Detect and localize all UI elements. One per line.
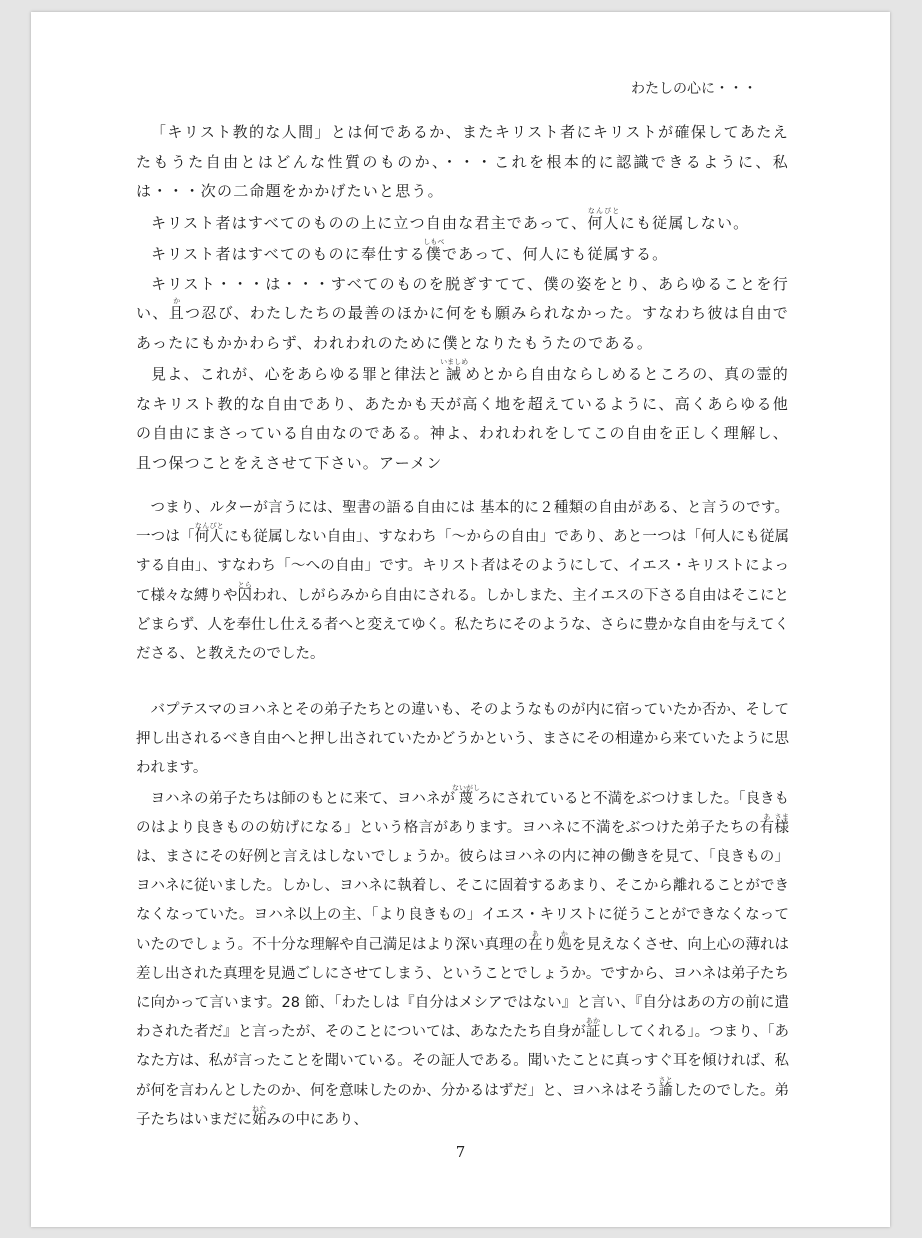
text-span: 見よ、これが、心をあらゆる罪と律法と — [151, 365, 444, 383]
text-span: キリスト・・・は・・・すべてのものを脱ぎすてて、僕の姿をとり、あらゆることを行い、 — [136, 274, 789, 322]
text-span: みの中にあり、 — [266, 1111, 368, 1128]
ruby-base: 囚 — [237, 587, 253, 604]
quoted-passage — [136, 118, 789, 478]
text-span: つ忍び、わたしたちの最善のほかに何をも願みられなかった。すなわち彼は自由であったにもかかわらず、われわれのために僕となりたもうたのである。 — [136, 304, 789, 352]
text-span: であって、何人にも従属する。 — [442, 245, 669, 263]
ruby-base: 僕 — [423, 245, 445, 263]
ruby-word — [528, 929, 543, 953]
ruby-reading: ないがし — [451, 783, 480, 792]
document-page — [31, 12, 890, 1227]
paragraph — [136, 238, 789, 270]
ruby-reading: さと — [658, 1075, 673, 1084]
ruby-reading: さま — [774, 812, 790, 821]
text-span: したのでした。弟子たちはいまだに — [136, 1082, 790, 1128]
ruby-reading: とら — [237, 580, 253, 589]
ruby-word — [237, 580, 253, 604]
text-span: キリスト者はすべてのものに奉仕する — [151, 245, 426, 263]
ruby-base: 蔑 — [451, 790, 480, 807]
ruby-word — [451, 783, 480, 807]
running-header: わたしの心に・・・ — [631, 81, 757, 97]
ruby-reading: あ — [528, 929, 543, 938]
ruby-reading: なんぴと — [194, 522, 224, 531]
ruby-reading: あ — [759, 812, 775, 821]
text-span: ヨハネの弟子たちは師のもとに来て、ヨハネが — [150, 790, 455, 807]
ruby-base: 何人 — [587, 213, 620, 232]
text-span: つまり、ルターが言うには、聖書の語る自由には 基本的に２種類の自由がある、と言うのです。一つは「 — [136, 500, 789, 546]
ruby-word — [168, 297, 186, 322]
text-span: は、まさにその好例と言えはしないでしょうか。彼らはヨハネの内に神の働きを見て、「良きもの」ヨハネに従いました。しかし、ヨハネに執着し、そこに固着するあまり、そこから離れることができなくなっていた。ヨハネ以上の主、「より良きもの」イエス・キリストに従うことができなくなっていたのでしょう。不十分な理解や自己満足はより深い真理の — [136, 849, 789, 953]
ruby-word — [759, 812, 775, 836]
ruby-word — [440, 358, 469, 383]
ruby-base: 誡 — [440, 365, 469, 383]
paragraph: 「キリスト教的な人間」とは何であるか、またキリスト者にキリストが確保してあたえたもうた自由とはどんな性質のものか、・・・これを根本的に認識できるように、私は・・・次の二命題をかかげたいと思う。 — [136, 123, 789, 200]
ruby-word — [557, 929, 572, 953]
ruby-word — [585, 1017, 601, 1041]
text-span: り — [542, 936, 558, 953]
ruby-base: 有 — [759, 819, 775, 836]
ruby-word — [587, 206, 620, 232]
text-span: を見えなくさせ、向上心の薄れは差し出された真理を見過ごしにさせてしまう、ということでしょうか。ですから、ヨハネは弟子たちに向かって言います。28 節、「わたしは『自分はメシアではない』と言い、『自分はあの方の前に遣わされた者だ』と言ったが、そのことについては、あなたたち自身が — [136, 936, 790, 1041]
ruby-word — [774, 812, 790, 836]
ruby-reading: か — [557, 929, 572, 938]
text-span: にも従属しない自由」、すなわち「〜からの自由」であり、あと一つは「何人にも従属する自由」、すなわち「〜への自由」です。キリスト者はそのようにして、イエス・キリストによって様々な縛りや — [136, 529, 790, 604]
paragraph — [136, 494, 789, 669]
ruby-base: 在 — [528, 936, 543, 953]
ruby-base: 何人 — [194, 529, 225, 546]
text-span: ろにされていると不満をぶつけました。「良きものはより良きものの妨げになる」という格言があります。ヨハネに不満をぶつけた弟子たちの — [136, 790, 789, 836]
ruby-reading: しもべ — [423, 238, 445, 246]
body-paragraph-luther — [136, 494, 789, 669]
paragraph — [136, 784, 789, 1135]
ruby-base: 妬 — [252, 1111, 267, 1128]
ruby-reading: なんぴと — [587, 206, 620, 215]
ruby-reading: か — [168, 297, 185, 305]
ruby-base: 様 — [774, 819, 790, 836]
text-span: キリスト者はすべてのものの上に立つ自由な君主であって、 — [151, 213, 588, 232]
body-paragraph-john — [136, 696, 789, 1135]
text-span: めとから自由ならしめるところの、真の霊的なキリスト教的な自由であり、あたかも天が高く地を超えているように、高くあらゆる他の自由にまさっている自由なのである。神よ、われわれをしてこの自由を正しく理解し、且つ保つことをえさせて下さい。アーメン — [136, 365, 789, 472]
ruby-reading: あか — [585, 1017, 601, 1026]
paragraph — [136, 358, 789, 478]
text-span: ししてくれる」。つまり、「あなた方は、私が言ったことを聞いている。その証人である。聞いたことに真っすぐ耳を傾ければ、私が何を言わんとしたのか、何を意味したのか、分かるはずだ」と、ヨハネはそう — [136, 1024, 790, 1099]
paragraph: バプテスマのヨハネとその弟子たちとの違いも、そのようなものが内に宿っていたか否か、そして押し出されるべき自由へと押し出されていたかどうかという、まさにその相違から来ていたように思われます。 — [136, 702, 789, 777]
page-number: 7 — [455, 1143, 466, 1161]
ruby-base: 証 — [585, 1024, 601, 1041]
ruby-reading: ねた — [252, 1104, 267, 1113]
ruby-base: 処 — [557, 936, 572, 953]
ruby-reading: いましめ — [440, 358, 469, 366]
paragraph — [136, 207, 789, 239]
ruby-word — [194, 522, 225, 546]
paragraph — [136, 270, 789, 359]
ruby-base: 且 — [168, 304, 186, 322]
ruby-word — [252, 1104, 267, 1128]
text-span: にも従属しない。 — [619, 213, 750, 232]
ruby-base: 諭 — [658, 1082, 673, 1099]
ruby-word — [658, 1075, 673, 1099]
text-span: われ、しがらみから自由にされる。しかしまた、主イエスの下さる自由はそこにとどまらず、人を奉仕し仕える者へと変えてゆく。私たちにそのような、さらに豊かな自由を与えてくださる、と教えたのでした。 — [136, 587, 790, 663]
ruby-word — [423, 238, 445, 263]
